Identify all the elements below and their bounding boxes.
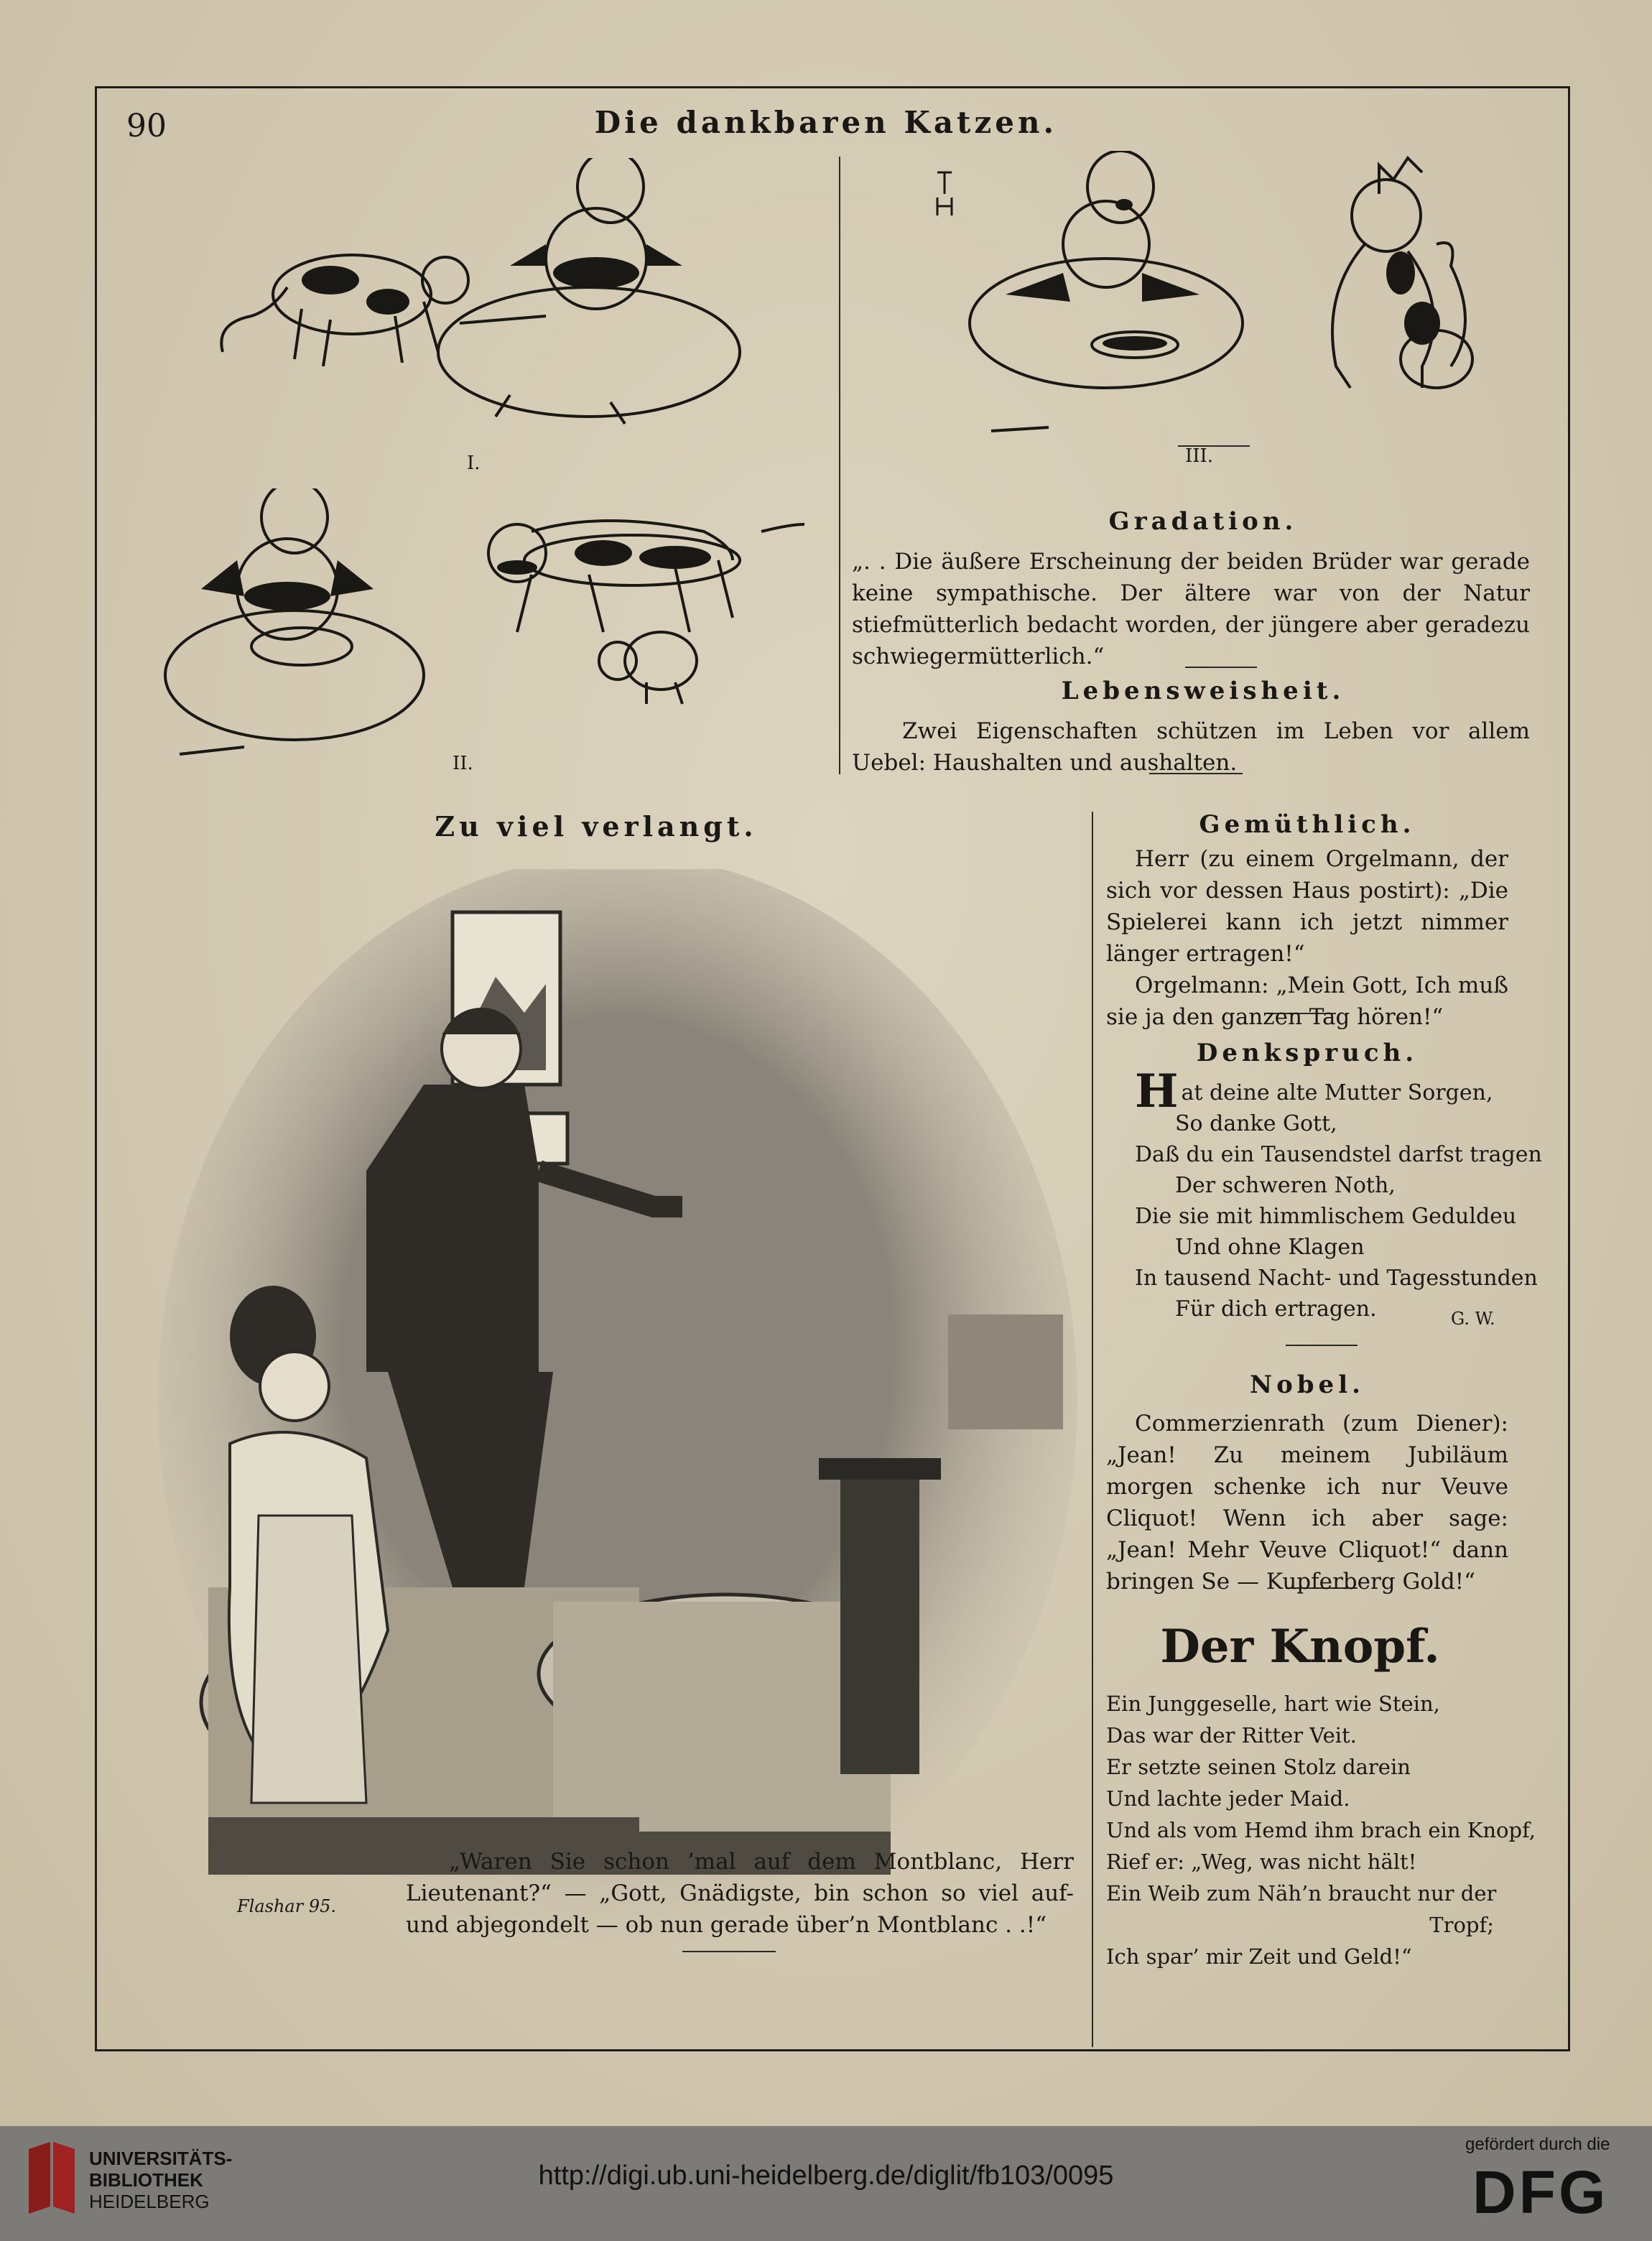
denkspruch-line: Der schweren Noth,	[1175, 1173, 1396, 1198]
nobel-heading: Nobel.	[1250, 1370, 1365, 1399]
knopf-poem	[1106, 1688, 1536, 1972]
page-title: Die dankbaren Katzen.	[594, 105, 1058, 140]
knopf-line: Rief er: „Weg, was nicht hält!	[1106, 1850, 1417, 1874]
knopf-line: Er setzte seinen Stolz darein	[1106, 1755, 1411, 1779]
page-number: 90	[126, 108, 167, 144]
footer-bar	[0, 2126, 1652, 2241]
denkspruch-line: Daß du ein Tausendstel darfst tragen	[1135, 1142, 1542, 1167]
gemuethlich-paragraph-2: Orgelmann: „Mein Gott, Ich muß sie ja den ganzen Tag hören!“	[1106, 973, 1508, 1030]
figure-label-3: III.	[1185, 445, 1214, 467]
library-logo-icon	[22, 2142, 79, 2214]
figure-label-1: I.	[467, 453, 481, 474]
denkspruch-line: Hat deine alte Mutter Sorgen,	[1135, 1064, 1493, 1118]
gemuethlich-paragraph-1: Herr (zu einem Orgelmann, der sich vor dessen Haus postirt): „Die Spielerei kann ich jetzt nimmer länger ertragen!“	[1106, 846, 1508, 967]
gemuethlich-heading: Gemüthlich.	[1199, 810, 1416, 839]
illustration-cats-baby-1	[208, 158, 754, 431]
gradation-text: „. . Die äußere Erscheinung der beiden Brüder war gerade keine sympathische. Der ältere war von der Natur stiefmütterlich bedacht worden, der jüngere aber geradezu schwiegermütterlich.“	[852, 549, 1530, 669]
monogram-mark	[934, 169, 955, 219]
illustration-lady-and-officer	[151, 869, 1085, 1990]
knopf-line: Ich spar’ mir Zeit und Geld!“	[1106, 1944, 1412, 1969]
knopf-line: Und als vom Hemd ihm brach ein Knopf,	[1106, 1818, 1536, 1842]
denkspruch-line: In tausend Nacht- und Tagesstunden	[1135, 1266, 1538, 1291]
dropcap: H	[1135, 1064, 1179, 1118]
illustration-cats-baby-3	[962, 151, 1508, 438]
library-line-3: HEIDELBERG	[89, 2191, 210, 2212]
zu-viel-heading: Zu viel verlangt.	[435, 810, 758, 843]
gradation-heading: Gradation.	[1108, 507, 1298, 536]
gemuethlich-text	[1106, 843, 1508, 1033]
figure-label-2: II.	[453, 753, 473, 774]
denkspruch-heading: Denkspruch.	[1196, 1039, 1419, 1067]
lebensweisheit-text: Zwei Eigenschaften schützen im Leben vor allem Uebel: Haushalten und aushalten.	[852, 718, 1530, 776]
nobel-text: Commerzienrath (zum Diener): „Jean! Zu meinem Jubiläum morgen schenke ich nur Veuve Cliquot! Wenn ich aber sage: „Jean! Mehr Veuve Cliquot!“ dann bringen Se — Kupferberg Gold!“	[1106, 1411, 1508, 1595]
denkspruch-line: Für dich ertragen.	[1175, 1296, 1377, 1322]
knopf-line: Und lachte jeder Maid.	[1106, 1786, 1350, 1811]
denkspruch-line: Die sie mit himmlischem Geduldeu	[1135, 1204, 1517, 1229]
lebensweisheit-heading: Lebensweisheit.	[1061, 677, 1345, 705]
source-url[interactable]: http://digi.ub.uni-heidelberg.de/diglit/fb103/0095	[538, 2161, 1114, 2191]
knopf-line: Ein Weib zum Näh’n braucht nur der	[1106, 1881, 1497, 1906]
denkspruch-line: Und ohne Klagen	[1175, 1235, 1365, 1260]
library-name	[89, 2148, 232, 2212]
knopf-line: Ein Junggeselle, hart wie Stein,	[1106, 1692, 1440, 1716]
library-line-2: BIBLIOTHEK	[89, 2169, 203, 2191]
funded-by-label: gefördert durch die	[1465, 2135, 1610, 2154]
artist-signature: Flashar 95.	[237, 1896, 336, 1916]
column-rule-bottom	[1092, 812, 1093, 2047]
illustration-cats-baby-2	[158, 488, 819, 761]
dfg-logo: DFG	[1472, 2158, 1609, 2226]
denkspruch-poem	[1135, 1064, 1542, 1324]
separator	[1286, 1345, 1358, 1346]
column-rule-top	[839, 157, 840, 774]
denkspruch-signature: G. W.	[1451, 1309, 1495, 1329]
knopf-line: Tropf;	[1429, 1913, 1494, 1937]
knopf-line: Das war der Ritter Veit.	[1106, 1723, 1357, 1748]
denkspruch-line: So danke Gott,	[1175, 1111, 1337, 1136]
library-line-1: UNIVERSITÄTS-	[89, 2148, 233, 2169]
zu-viel-caption: „Waren Sie schon ’mal auf dem Montblanc, Herr Lieutenant?“ — „Gott, Gnädigste, bin schon so viel auf- und abjegondelt — ob nun gerade über’n Montblanc . .!“	[406, 1849, 1074, 1938]
knopf-heading: Der Knopf.	[1160, 1620, 1440, 1674]
